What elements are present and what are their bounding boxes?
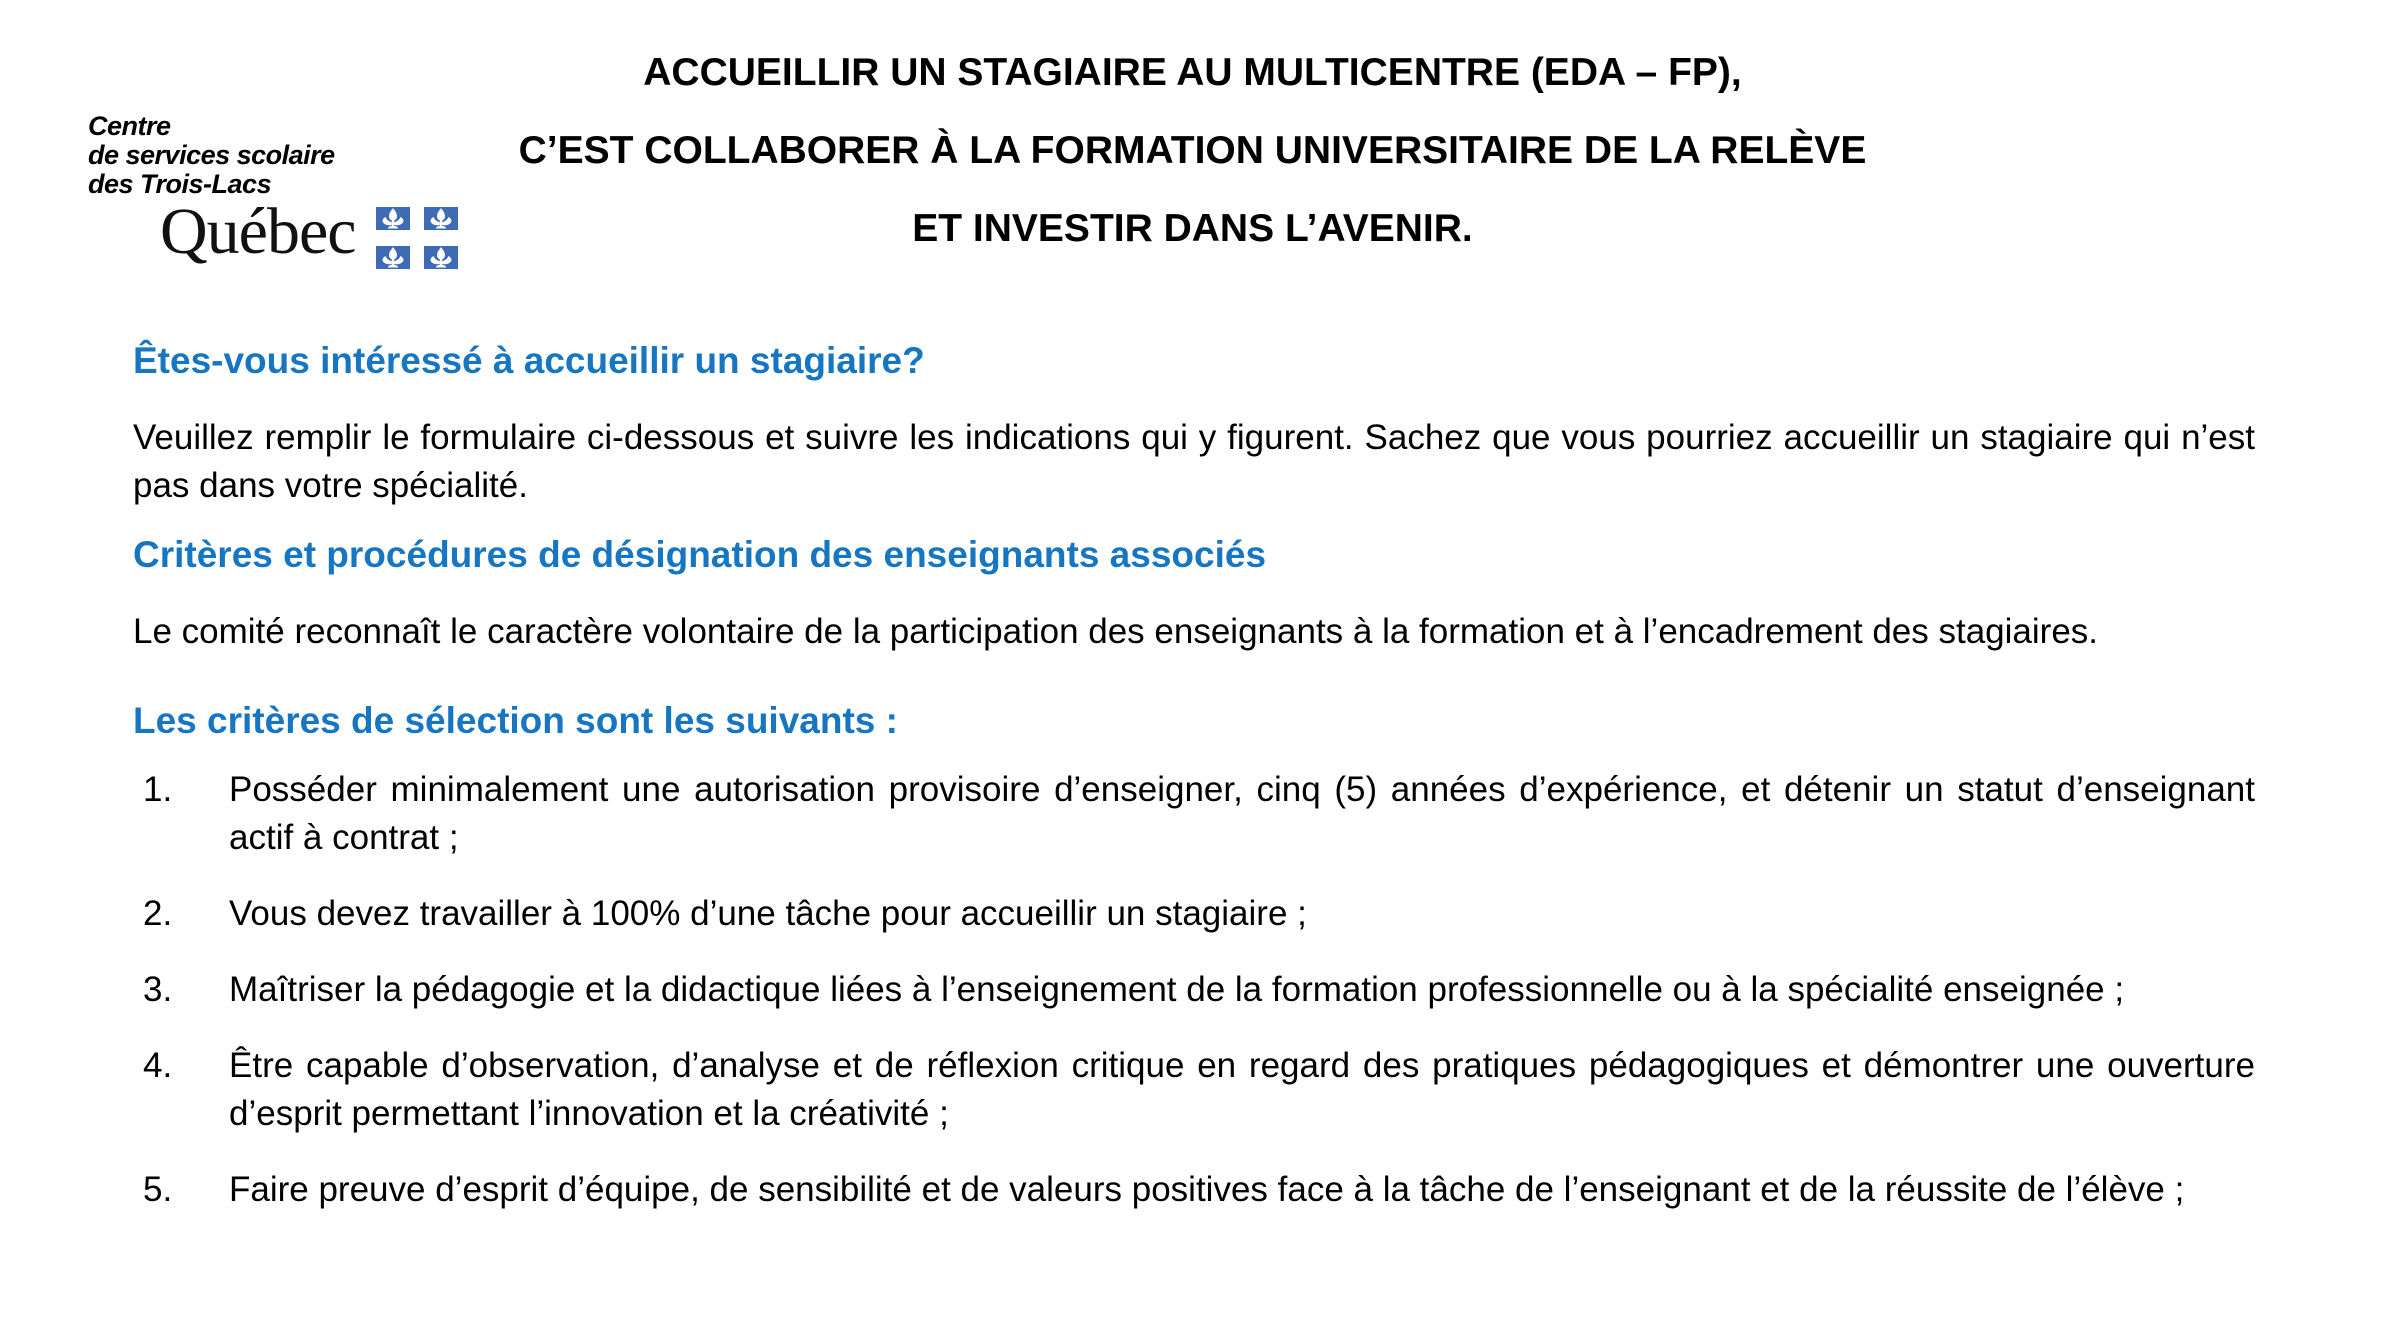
list-item xyxy=(133,1042,2255,1138)
logo-org-name xyxy=(88,112,458,199)
list-item-number: 1. xyxy=(143,770,173,809)
section-paragraph-interested: Veuillez remplir le formulaire ci-dessous et suivre les indications qui y figurent. Sachez que vous pourriez accueillir un stagiaire qui n’est pas dans votre spécialité. xyxy=(133,418,2255,505)
fleur-de-lis-icon xyxy=(376,246,410,269)
logo-org-line-2: de services scolaire xyxy=(88,140,335,170)
list-item xyxy=(133,890,2255,938)
list-item-text: Faire preuve d’esprit d’équipe, de sensibilité et de valeurs positives face à la tâche de l’enseignant et de la réussite de l’élève ; xyxy=(229,1170,2185,1209)
list-item-number: 3. xyxy=(143,970,173,1009)
title-line-3: ET INVESTIR DANS L’AVENIR. xyxy=(912,207,1473,250)
list-item-number: 2. xyxy=(143,894,173,933)
list-item-number: 5. xyxy=(143,1170,173,1209)
section-heading-selection-criteria: Les critères de sélection sont les suivants : xyxy=(133,700,898,741)
section-heading-criteria-procedures: Critères et procédures de désignation des enseignants associés xyxy=(133,534,1267,575)
list-item-text: Être capable d’observation, d’analyse et de réflexion critique en regard des pratiques pédagogiques et démontrer une ouverture d’esprit permettant l’innovation et la créativité ; xyxy=(229,1046,2255,1133)
quebec-wordmark: Québec xyxy=(160,195,356,268)
logo-org-line-3: des Trois-Lacs xyxy=(88,169,272,199)
list-item xyxy=(133,766,2255,862)
document-header xyxy=(0,0,2385,292)
list-item-number: 4. xyxy=(143,1046,173,1085)
list-item-text: Vous devez travailler à 100% d’une tâche pour accueillir un stagiaire ; xyxy=(229,894,1307,933)
section-paragraph-committee: Le comité reconnaît le caractère volontaire de la participation des enseignants à la formation et à l’encadrement des stagiaires. xyxy=(133,612,2099,651)
title-line-1: ACCUEILLIR UN STAGIAIRE AU MULTICENTRE (EDA – FP), xyxy=(643,51,1742,94)
logo-org-line-1: Centre xyxy=(88,111,171,141)
cssdtl-logo xyxy=(88,112,458,269)
title-line-2: C’EST COLLABORER À LA FORMATION UNIVERSITAIRE DE LA RELÈVE xyxy=(518,129,1867,172)
document-body xyxy=(133,340,2255,1214)
list-item-text: Maîtriser la pédagogie et la didactique liées à l’enseignement de la formation professionnelle ou à la spécialité enseignée ; xyxy=(229,970,2125,1009)
quebec-wordmark-row xyxy=(160,195,458,269)
quebec-flag-grid xyxy=(376,207,458,269)
section-heading-interested: Êtes-vous intéressé à accueillir un stagiaire? xyxy=(133,340,925,381)
list-item xyxy=(133,966,2255,1014)
fleur-de-lis-icon xyxy=(424,207,458,230)
criteria-list xyxy=(133,766,2255,1214)
list-item-text: Posséder minimalement une autorisation provisoire d’enseigner, cinq (5) années d’expérience, et détenir un statut d’enseignant actif à contrat ; xyxy=(229,770,2255,857)
list-item xyxy=(133,1166,2255,1214)
fleur-de-lis-icon xyxy=(424,246,458,269)
fleur-de-lis-icon xyxy=(376,207,410,230)
